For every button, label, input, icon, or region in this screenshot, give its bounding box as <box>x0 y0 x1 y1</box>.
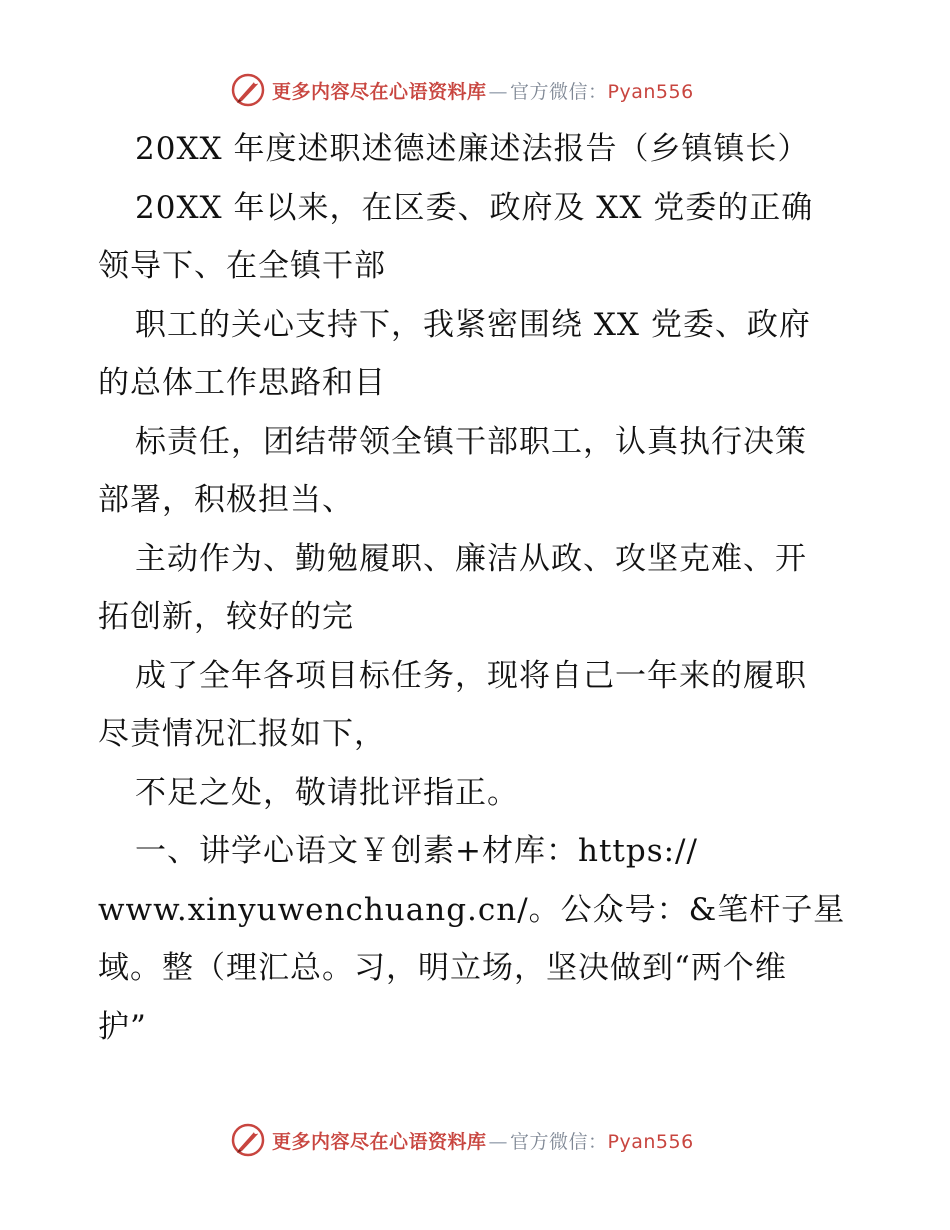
paragraph-line: 部署，积极担当、 <box>98 482 354 518</box>
quill-pen-logo-icon <box>230 1122 266 1158</box>
paragraph-line: www.xinyuwenchuang.cn/。公众号：&笔杆子星 <box>98 891 846 928</box>
paragraph-line: 20XX 年以来，在区委、政府及 XX 党委的正确 <box>135 189 814 226</box>
paragraph-line: 尽责情况汇报如下， <box>98 716 386 752</box>
watermark-wechat-id: Pyan556 <box>607 1130 694 1153</box>
watermark-label: 官方微信： <box>510 80 608 103</box>
paragraph-line: 的总体工作思路和目 <box>98 365 386 401</box>
paragraph-line: 域。整（理汇总。习，明立场，坚决做到“两个维 <box>98 950 787 986</box>
paragraph-line: 职工的关心支持下，我紧密围绕 XX 党委、政府 <box>135 306 811 343</box>
watermark-wechat-id: Pyan556 <box>607 80 694 103</box>
watermark-label: 官方微信： <box>510 1130 608 1153</box>
footer-watermark <box>230 1120 694 1160</box>
paragraph-line: 标责任，团结带领全镇干部职工，认真执行决策 <box>135 423 807 460</box>
paragraph-line: 拓创新，较好的完 <box>98 599 354 635</box>
document-body <box>98 120 858 1056</box>
paragraph-line: 不足之处，敬请批评指正。 <box>135 774 519 811</box>
paragraph-line: 一、讲学心语文￥创素+材库：https:// <box>135 833 698 869</box>
watermark-separator: — <box>488 1130 509 1153</box>
header-watermark <box>230 70 694 110</box>
quill-pen-logo-icon <box>230 72 266 108</box>
watermark-separator: — <box>488 80 509 103</box>
paragraph-line: 成了全年各项目标任务，现将自己一年来的履职 <box>135 657 807 694</box>
paragraph-line: 领导下、在全镇干部 <box>98 248 386 284</box>
document-title: 20XX 年度述职述德述廉述法报告（乡镇镇长） <box>135 131 810 167</box>
watermark-brand: 更多内容尽在心语资料库 <box>272 80 487 103</box>
paragraph-line: 主动作为、勤勉履职、廉洁从政、攻坚克难、开 <box>135 540 807 577</box>
paragraph-line: 护” <box>98 1008 147 1045</box>
watermark-brand: 更多内容尽在心语资料库 <box>272 1130 487 1153</box>
